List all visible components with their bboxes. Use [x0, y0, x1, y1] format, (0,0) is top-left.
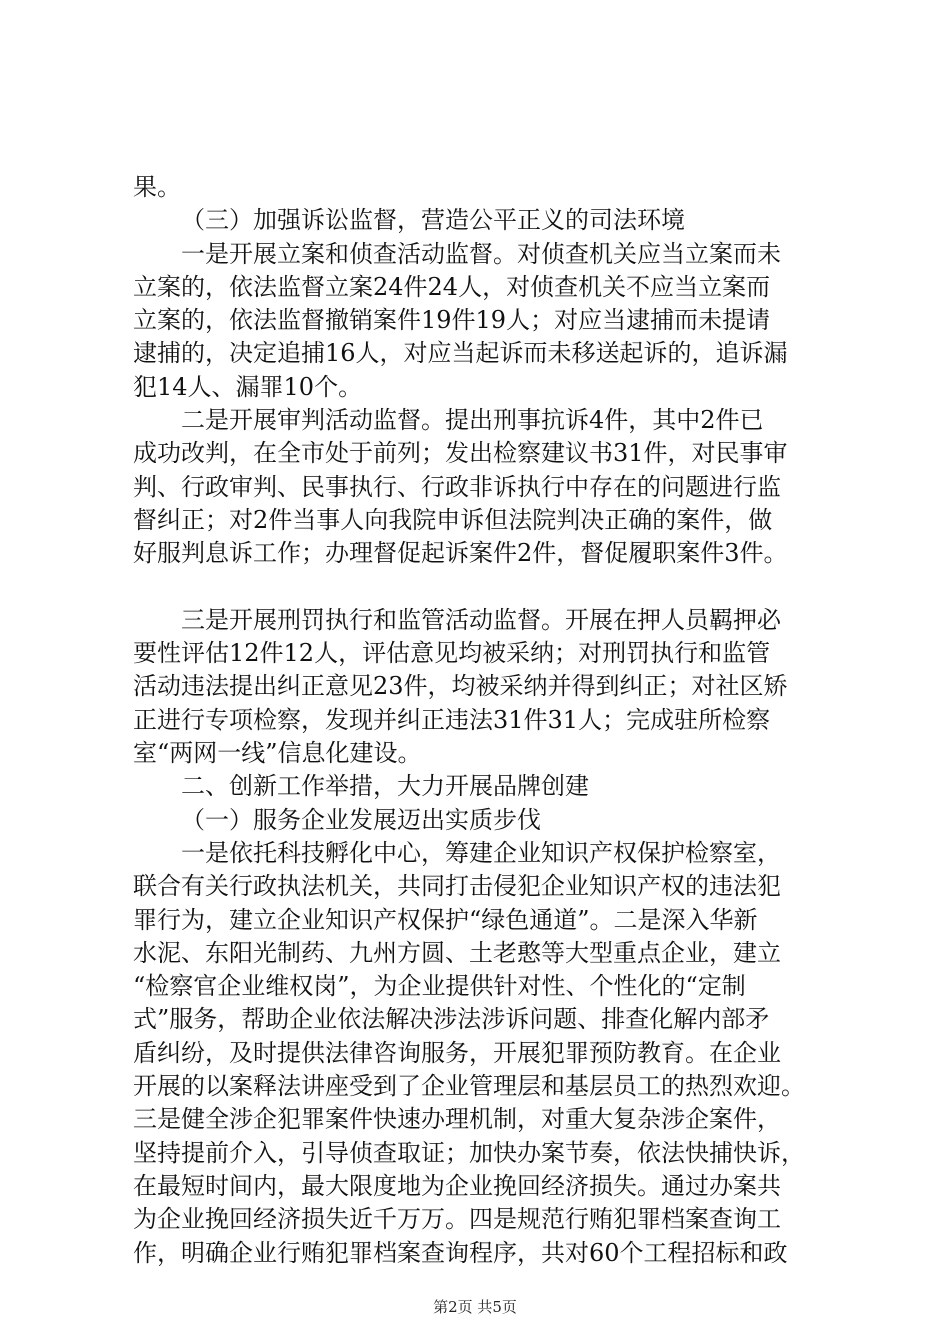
text-line: 在最短时间内，最大限度地为企业挽回经济损失。通过办案共: [133, 1171, 781, 1200]
text-line: 好服判息诉工作；办理督促起诉案件2件，督促履职案件3件。: [133, 539, 788, 568]
text-line: 一是依托科技孵化中心，筹建企业知识产权保护检察室，: [181, 838, 781, 867]
section-heading: 二、创新工作举措，大力开展品牌创建: [181, 772, 589, 801]
text-line: 坚持提前介入，引导侦查取证；加快办案节奏，依法快捕快诉，: [133, 1138, 805, 1167]
text-line: 犯14人、漏罪10个。: [133, 372, 363, 401]
text-line: 逮捕的，决定追捕16人，对应当起诉而未移送起诉的，追诉漏: [133, 339, 788, 368]
paragraph-gap: [133, 571, 845, 604]
text-line: 一是开展立案和侦查活动监督。对侦查机关应当立案而未: [181, 239, 781, 268]
text-line: 三是开展刑罚执行和监管活动监督。开展在押人员羁押必: [181, 605, 781, 634]
text-line: 开展的以案释法讲座受到了企业管理层和基层员工的热烈欢迎。: [133, 1072, 805, 1101]
text-line: 三是健全涉企犯罪案件快速办理机制，对重大复杂涉企案件，: [133, 1105, 781, 1134]
text-line: 盾纠纷，及时提供法律咨询服务，开展犯罪预防教育。在企业: [133, 1038, 781, 1067]
text-line: 为企业挽回经济损失近千万万。四是规范行贿犯罪档案查询工: [133, 1205, 781, 1234]
text-line: 督纠正；对2件当事人向我院申诉但法院判决正确的案件，做: [133, 505, 773, 534]
text-line: 要性评估12件12人，评估意见均被采纳；对刑罚执行和监管: [133, 639, 771, 668]
document-body: [133, 171, 845, 1270]
text-line: 立案的，依法监督撤销案件19件19人；对应当逮捕而未提请: [133, 306, 771, 335]
page-number-footer: 第2页 共5页: [433, 1298, 517, 1316]
text-line: 正进行专项检察，发现并纠正违法31件31人；完成驻所检察: [133, 705, 771, 734]
text-line: 罪行为，建立企业知识产权保护“绿色通道”。二是深入华新: [133, 905, 758, 934]
text-line: 二是开展审判活动监督。提出刑事抗诉4件，其中2件已: [181, 406, 764, 435]
text-line: “检察官企业维权岗”，为企业提供针对性、个性化的“定制: [133, 972, 746, 1001]
text-line: 果。: [133, 173, 181, 201]
text-line: 式”服务，帮助企业依法解决涉法涉诉问题、排查化解内部矛: [133, 1005, 770, 1034]
text-line: 判、行政审判、民事执行、行政非诉执行中存在的问题进行监: [133, 472, 781, 501]
text-line: 成功改判，在全市处于前列；发出检察建议书31件，对民事审: [133, 439, 788, 468]
text-line: 立案的，依法监督立案24件24人，对侦查机关不应当立案而: [133, 272, 771, 301]
text-line: 作，明确企业行贿犯罪档案查询程序，共对60个工程招标和政: [133, 1238, 788, 1267]
text-line: 联合有关行政执法机关，共同打击侵犯企业知识产权的违法犯: [133, 872, 781, 901]
section-heading: （一）服务企业发展迈出实质步伐: [181, 805, 541, 834]
section-heading: （三）加强诉讼监督，营造公平正义的司法环境: [181, 206, 685, 235]
text-line: 活动违法提出纠正意见23件，均被采纳并得到纠正；对社区矫: [133, 672, 788, 701]
text-line: 室“两网一线”信息化建设。: [133, 739, 422, 768]
text-line: 水泥、东阳光制药、九州方圆、土老憨等大型重点企业，建立: [133, 938, 781, 967]
